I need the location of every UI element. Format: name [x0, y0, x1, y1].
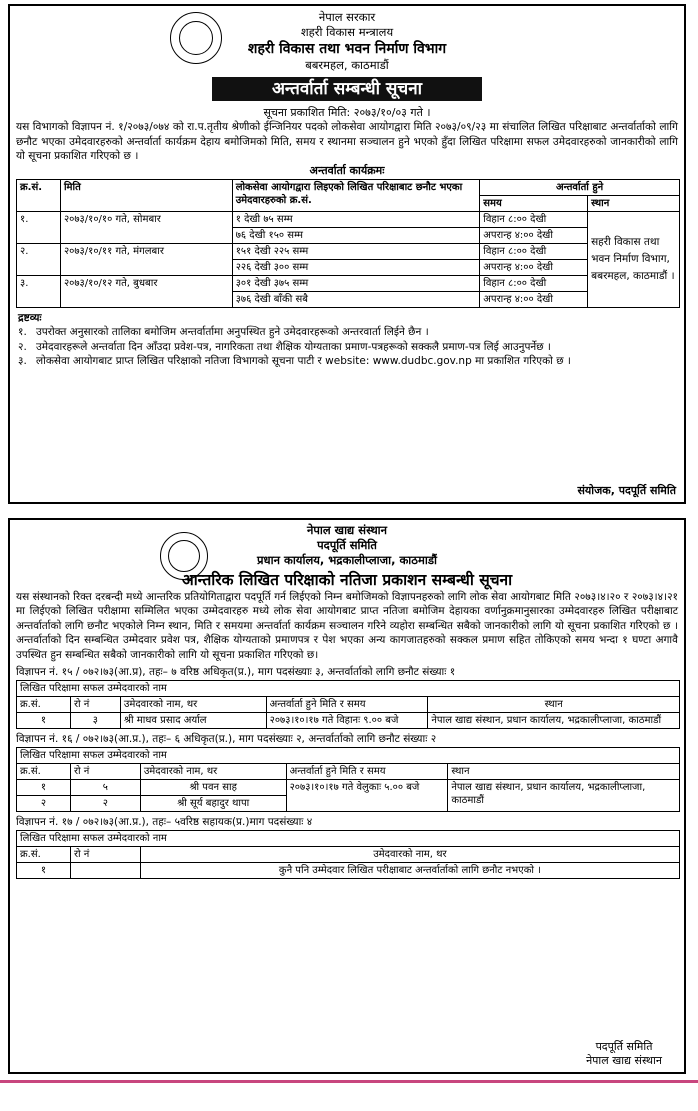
notice-paragraph: यस संस्थानको रिक्त दरबन्दी मध्ये आन्तरिक प्रतियोगिताद्वारा पदपूर्ति गर्न लिईएको निम्न बमोजिमको विज्ञापनहरुको लागि लोक सेवा आयोगबाट मिति २०७३।४।२० र २०७३।४।२१ मा लिईएको लिखित परीक्षामा सम्मिलित भएका उम्मेदवारहरु मध्ये लोक सेवा आयोगबाट प्राप्त नतिजा बमोजिम देहायका वर्णानुक्रमानुसारका उम्मेदवारहरु लिखित परीक्षाबाट अन्तर्वार्ताको लागि छनौट भएकोले निम्न स्थान, मिति र समयमा अन्तर्वार्ता कार्यक्रम सञ्चालन गरिने व्यहोरा सम्बन्धित सबैको जानकारीको लागि यो सूचना प्रकाशित गरिएको छ । अन्तर्वार्ताको दिन सम्बन्धित उम्मेदवार प्रवेश पत्र, शैक्षिक योग्यताको प्रमाणपत्र र पेश भएका अन्य कागजातहरुको सक्कल प्रमाण सहित तोकिएको समय भन्दा १ घण्टा अगावै उपस्थित हुन सम्बन्धित सबैको जानकारीको लागि यो सूचना प्रकाशित गरिएको छ। [16, 591, 678, 661]
th-sn: क्र.सं. [17, 179, 61, 211]
cell-place: नेपाल खाद्य संस्थान, प्रधान कार्यालय, भद्रकालीप्लाजा, काठमाडौं [428, 713, 680, 729]
cell-date: २०७३/१०/११ गते, मंगलबार [60, 243, 232, 275]
cell-roll: ७६ देखी १५० सम्म [232, 227, 480, 243]
cell-place: सहरी विकास तथा भवन निर्माण विभाग, बबरमहल, काठमाडौं । [588, 211, 680, 307]
table-row [17, 211, 680, 227]
header-department: शहरी विकास तथा भवन निर्माण विभाग [247, 41, 447, 57]
notice-dudbc [8, 4, 686, 504]
list-item: १. उपरोक्त अनुसारको तालिका बमोजिम अन्तर्वार्तामा अनुपस्थित हुने उमेदवारहरूको अन्तरवार्ता लिईने छैन । [18, 326, 429, 339]
cell-time: विहान ८:०० देखी [480, 275, 588, 291]
publish-date: सूचना प्रकाशित मिति: २०७३/१०/०३ गते । [263, 106, 431, 119]
th-datetime: अन्तर्वार्ता हुने मिति र समय [286, 764, 448, 780]
th-sn: क्र.सं. [17, 847, 71, 863]
cell-roll: १५१ देखी २२५ सम्म [232, 243, 480, 259]
cell-time: अपरान्ह ४:०० देखी [480, 291, 588, 307]
cell-sn: १. [17, 211, 61, 243]
th-date: मिति [60, 179, 232, 211]
th-place: स्थान [588, 195, 680, 211]
cell-roll: १ देखी ७५ सम्म [232, 211, 480, 227]
result-table [16, 747, 680, 812]
table-caption: लिखित परिक्षामा सफल उम्मेदवारको नाम [17, 748, 680, 764]
table-caption: लिखित परिक्षामा सफल उम्मेदवारको नाम [17, 681, 680, 697]
cell-time: अपरान्ह ४:०० देखी [480, 259, 588, 275]
th-sn: क्र.सं. [17, 764, 71, 780]
th-roll: रो नं [70, 847, 140, 863]
header-committee: पदपूर्ति समिति [317, 538, 377, 552]
cell-time: विहान ८:०० देखी [480, 211, 588, 227]
nfc-logo-icon [160, 532, 208, 580]
table-row: १ ५ श्री पवन साह २०७३।१०।१७ गते वेलुकाः ५.०० बजे नेपाल खाद्य संस्थान, प्रधान कार्यालय, भद्रकालीप्लाजा, काठमाडौं [17, 780, 680, 796]
interview-schedule-table [16, 179, 680, 308]
result-table [16, 680, 680, 729]
signature: पदपूर्ति समिति नेपाल खाद्य संस्थान [586, 1040, 662, 1067]
cell-date: २०७३/१०/१२ गते, बुधबार [60, 275, 232, 307]
th-roll: लोकसेवा आयोगद्वारा लिइएको लिखित परिक्षाबाट छनौट भएका उमेदवारहरुको क्र.सं. [232, 179, 480, 211]
table-row: १ कुनै पनि उम्मेदवार लिखित परीक्षाबाट अन्तर्वार्ताको लागि छनौट नभएको । [17, 863, 680, 879]
result-table [16, 830, 680, 879]
table-row: १ ३ श्री माधव प्रसाद अर्याल २०७३।१०।१७ गते विहानः ९.०० बजे नेपाल खाद्य संस्थान, प्रधान कार्यालय, भद्रकालीप्लाजा, काठमाडौं [17, 713, 680, 729]
notice-banner: अन्तर्वार्ता सम्बन्धी सूचना [212, 77, 482, 101]
table-caption: लिखित परिक्षामा सफल उम्मेदवारको नाम [17, 831, 680, 847]
th-interview: अन्तर्वार्ता हुने [480, 179, 680, 195]
list-item: ३. लोकसेवा आयोगबाट प्राप्त लिखित परिक्षाको नतिजा विभागको सूचना पाटी र website: www.dudbc.gov.np मा प्रकाशित गरिएको छ । [18, 355, 571, 368]
advert-line: विज्ञापन नं. १५ / ०७२।७३(आ.प्र), तहः– ७ वरिष्ठ अधिकृत(प्र.), माग पदसंख्याः ३, अन्तर्वार्ताको लागि छनौट संख्याः १ [16, 666, 456, 679]
header-org: नेपाल खाद्य संस्थान [306, 523, 388, 537]
advert-line: विज्ञापन नं. १७ / ०७२।७३(आ.प्र.), तहः– ५वरिष्ठ सहायक(प्र.)माग पदसंख्याः ४ [16, 816, 313, 829]
th-datetime: अन्तर्वार्ता हुने मिति र समय [266, 697, 428, 713]
notes-list [10, 311, 684, 369]
table-title: अन्तर्वार्ता कार्यक्रमः [309, 163, 385, 177]
bottom-divider [0, 1080, 698, 1083]
header-address: बबरमहल, काठमाडौं [305, 58, 389, 72]
th-name: उमेदवारको नाम, थर [120, 697, 266, 713]
cell-roll: २२६ देखी ३०० सम्म [232, 259, 480, 275]
th-sn: क्र.सं. [17, 697, 71, 713]
th-time: समय [480, 195, 588, 211]
th-roll: रो नं [70, 697, 120, 713]
notice-title: आन्तरिक लिखित परिक्षाको नतिजा प्रकाशन सम्बन्धी सूचना [181, 571, 513, 589]
cell-time: विहान ८:०० देखी [480, 243, 588, 259]
advert-line: विज्ञापन नं. १६ / ०७२।७३(आ.प्र.), तहः– ६ अधिकृत(प्र.), माग पदसंख्याः २, अन्तर्वार्ताको लागि छनौट संख्याः २ [16, 733, 437, 746]
th-roll: रो नं [70, 764, 140, 780]
cell-datetime: २०७३।१०।१७ गते विहानः ९.०० बजे [266, 713, 428, 729]
header-gov: नेपाल सरकार [318, 10, 376, 24]
table-row: २ २ श्री सूर्य बहादुर थापा [17, 796, 680, 812]
signature: संयोजक, पदपूर्ति समिति [577, 484, 676, 497]
th-name: उमेदवारको नाम, थर [140, 847, 679, 863]
notes-title: द्रष्टव्यः [18, 311, 42, 324]
cell-sn: ३. [17, 275, 61, 307]
table-row [17, 243, 680, 259]
table-row [17, 275, 680, 291]
th-place: स्थान [428, 697, 680, 713]
cell-roll: ३७६ देखी बाँकी सबै [232, 291, 480, 307]
th-name: उमेदवारको नाम, थर [140, 764, 286, 780]
header-ministry: शहरी विकास मन्त्रालय [300, 25, 394, 39]
cell-time: अपरान्ह ४:०० देखी [480, 227, 588, 243]
cell-place: नेपाल खाद्य संस्थान, प्रधान कार्यालय, भद्रकालीप्लाजा, काठमाडौं [448, 780, 680, 812]
government-emblem-icon [170, 12, 222, 64]
cell-roll: ३०१ देखी ३७५ सम्म [232, 275, 480, 291]
notice-paragraph: यस विभागको विज्ञापन नं. १/२०७३/०७४ को रा.प.तृतीय श्रेणीको ईन्जिनियर पदको लोकसेवा आयोगद्वारा मिति २०७३/०९/२३ मा संचालित लिखित परिक्षाबाट अन्तर्वार्ताको लागि छनौट भएका उमेदवारहरुको अन्तर्वार्ता कार्यक्रम देहाय बमोजिमको मिति, समय र स्थानमा सञ्चालन हुने भएको हुँदा लिखित परिक्षामा सफल उमेदवारहरुको जानकारीको लागि यो सूचना प्रकाशित गरिएको छ । [16, 121, 678, 163]
th-place: स्थान [448, 764, 680, 780]
notice-nfc [8, 518, 686, 1074]
cell-datetime: २०७३।१०।१७ गते वेलुकाः ५.०० बजे [286, 780, 448, 812]
cell-sn: २. [17, 243, 61, 275]
header-office: प्रधान कार्यालय, भद्रकालीप्लाजा, काठमाडौं [257, 553, 437, 567]
cell-date: २०७३/१०/१० गते, सोमबार [60, 211, 232, 243]
list-item: २. उमेदवारहरूले अन्तर्वाता दिन आँउदा प्रवेश-पत्र, नागरिकता तथा शैक्षिक योग्यताका प्रमाण-पत्रहरूको सक्कलै प्रमाण-पत्र लिई आउनुपर्नेछ । [18, 340, 551, 353]
